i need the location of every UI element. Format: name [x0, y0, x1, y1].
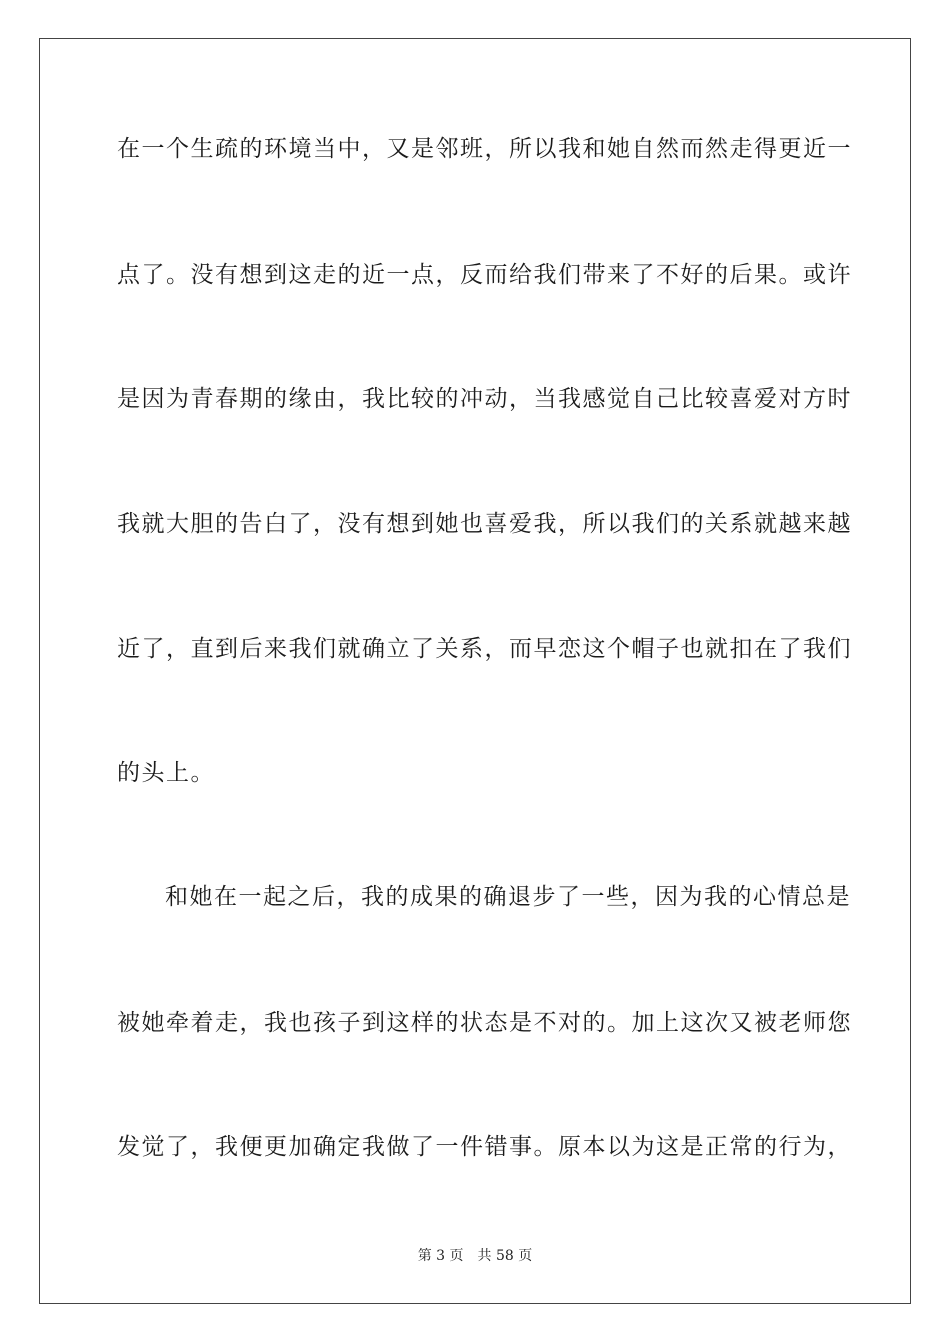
text-line-2: 点了。没有想到这走的近一点，反而给我们带来了不好的后果。或许 — [117, 262, 852, 288]
text-line-5: 近了，直到后来我们就确立了关系，而早恋这个帽子也就扣在了我们 — [117, 636, 852, 662]
text-line-9: 发觉了，我便更加确定我做了一件错事。原本以为这是正常的行为， — [117, 1134, 852, 1160]
page-number: 第 3 页 — [417, 1248, 464, 1264]
page-frame — [39, 38, 911, 1304]
text-line-1: 在一个生疏的环境当中，又是邻班，所以我和她自然而然走得更近一 — [117, 136, 852, 162]
text-line-8: 被她牵着走，我也孩子到这样的状态是不对的。加上这次又被老师您 — [117, 1010, 852, 1036]
text-line-4: 我就大胆的告白了，没有想到她也喜爱我，所以我们的关系就越来越 — [117, 511, 852, 537]
page-footer — [0, 1246, 950, 1266]
page-total: 共 58 页 — [477, 1248, 533, 1264]
text-line-3: 是因为青春期的缘由，我比较的冲动，当我感觉自己比较喜爱对方时 — [117, 386, 852, 412]
text-line-6: 的头上。 — [117, 760, 215, 786]
text-line-7: 和她在一起之后，我的成果的确退步了一些，因为我的心情总是 — [165, 884, 851, 910]
